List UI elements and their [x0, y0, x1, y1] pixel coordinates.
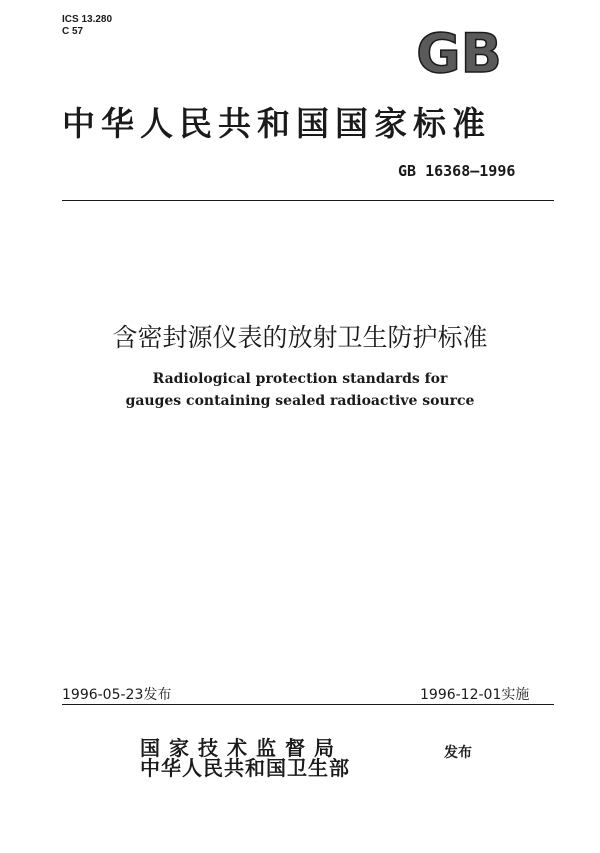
- title-en-line2: gauges containing sealed radioactive source: [125, 393, 475, 409]
- issue-date: 1996-05-23发布: [62, 687, 172, 703]
- ccs-code: C 57: [62, 26, 84, 37]
- title-en-line1: Radiological protection standards for: [152, 371, 448, 387]
- standard-number: GB 16368—1996: [398, 162, 516, 180]
- document-title-en: [0, 368, 600, 412]
- classification-codes: [62, 14, 112, 38]
- implementation-date: 1996-12-01实施: [420, 687, 530, 703]
- header-divider: [62, 200, 554, 201]
- publisher-org-1: 国家技术监督局: [140, 736, 343, 760]
- publish-label: 发布: [444, 745, 472, 761]
- document-title-zh: 含密封源仪表的放射卫生防护标准: [112, 323, 488, 352]
- national-standard-heading: 中华人民共和国国家标准: [62, 104, 491, 143]
- gb-logo-text: GB: [416, 26, 502, 78]
- footer-divider: [62, 704, 554, 705]
- ics-code: ICS 13.280: [62, 14, 113, 25]
- publisher-org-2: 中华人民共和国卫生部: [140, 756, 350, 780]
- gb-logo: [407, 26, 511, 78]
